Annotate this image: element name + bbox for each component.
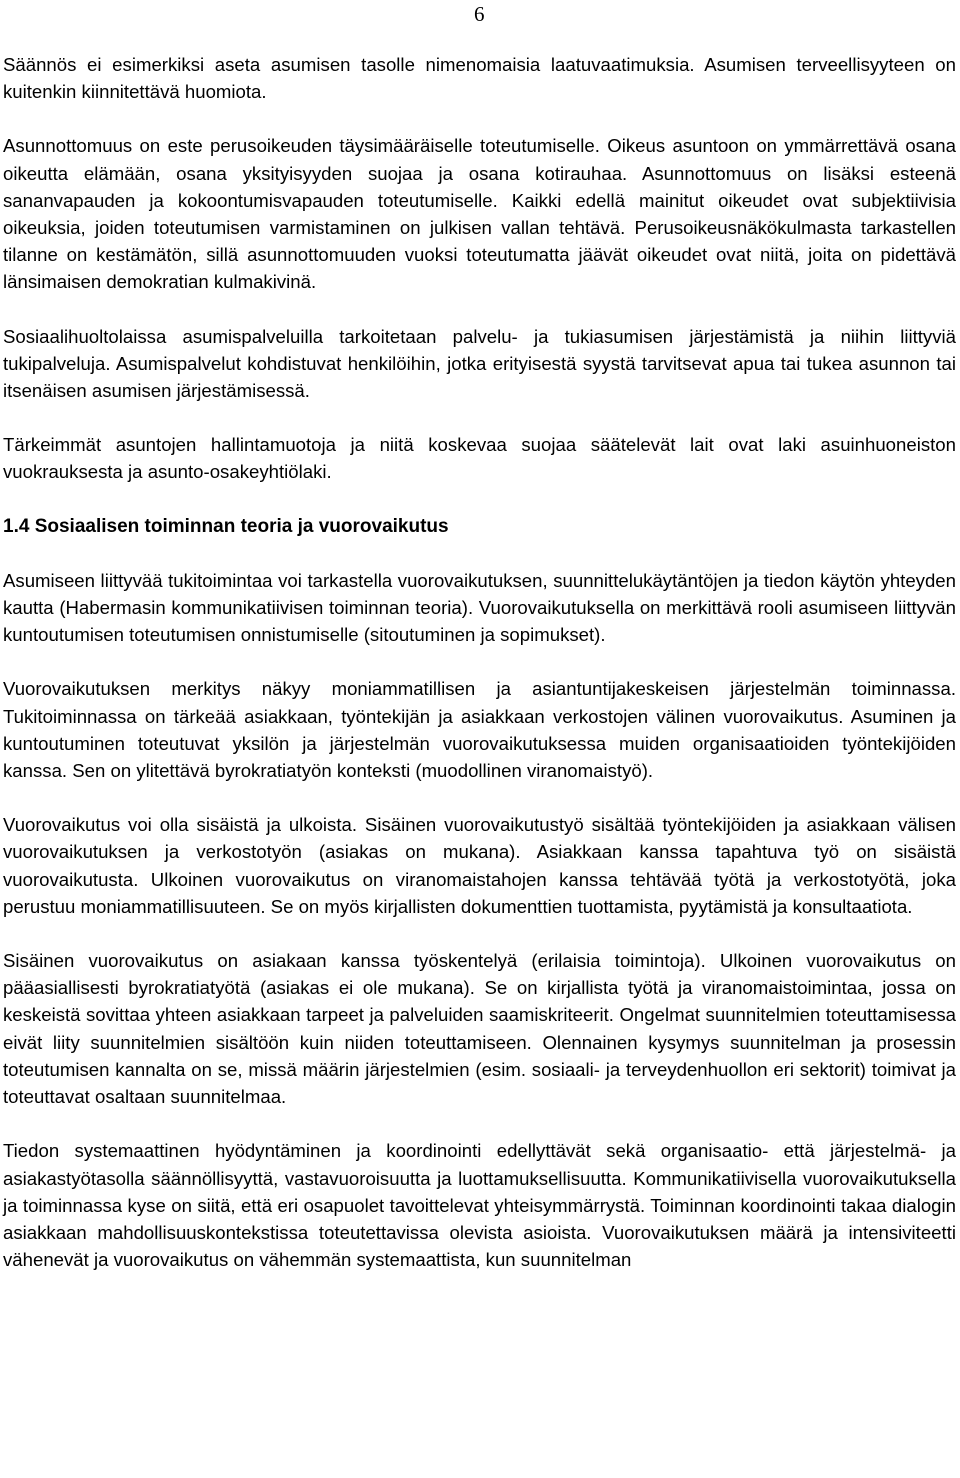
page-number: 6: [474, 2, 485, 26]
paragraph: Sisäinen vuorovaikutus on asiakaan kanssa työskentelyä (erilaisia toimintoja). Ulkoinen vuorovaikutus on pääasiallisesti byrokratiatyötä (asiakas ei ole mukana). Se on kirjallista työtä ja viranomaistoimintaa, jossa on keskeistä sovittaa yhteen asiakkaan tarpeet ja palveluiden saamiskriteerit. Ongelmat suunnitelmien toteuttamisessa eivät liity suunnitelmien sisältöön kuin niiden toteuttamiseen. Olennainen kysymys suunnitelman ja prosessin toteutumisen kannalta on se, missä määrin järjestelmien (esim. sosiaali- ja terveydenhuollon eri sektorit) toimivat ja toteuttavat osaltaan suunnitelmaa.: [3, 950, 956, 1108]
paragraph: Asunnottomuus on este perusoikeuden täysimääräiselle toteutumiselle. Oikeus asuntoon on ymmärrettävä osana oikeutta elämään, osana yksityisyyden suojaa ja osana kotirauhaa. Asunnottomuus on lisäksi esteenä sananvapauden ja kokoontumisvapauden toteutumiselle. Kaikki edellä mainitut oikeudet ovat subjektiivisia oikeuksia, joiden toteutumisen varmistaminen on julkisen vallan tehtävä. Perusoikeusnäkökulmasta tarkastellen tilanne on kestämätön, sillä asunnottomuuden vuoksi toteutumatta jäävät oikeudet ovat niitä, joita on pidettävä länsimaisen demokratian kulmakivinä.: [3, 135, 956, 293]
paragraph: Vuorovaikutus voi olla sisäistä ja ulkoista. Sisäinen vuorovaikutustyö sisältää työntekijöiden ja asiakkaan välisen vuorovaikutuksen ja verkostotyön (asiakas on mukana). Asiakkaan kanssa tapahtuva työ on sisäistä vuorovaikutusta. Ulkoinen vuorovaikutus on viranomaistahojen kanssa tehtävää työtä ja verkostotyötä, joka perustuu moniammatillisuuteen. Se on myös kirjallisten dokumenttien tuottamista, pyytämistä ja konsultaatiota.: [3, 814, 956, 917]
paragraph: Säännös ei esimerkiksi aseta asumisen tasolle nimenomaisia laatuvaatimuksia. Asumisen terveellisyyteen on kuitenkin kiinnitettävä huomiota.: [3, 54, 956, 103]
paragraph: Tärkeimmät asuntojen hallintamuotoja ja niitä koskevaa suojaa säätelevät lait ovat laki asuinhuoneiston vuokrauksesta ja asunto-osakeyhtiölaki.: [3, 434, 956, 483]
document-body: [3, 51, 956, 1300]
section-heading: 1.4 Sosiaalisen toiminnan teoria ja vuorovaikutus: [3, 515, 449, 537]
paragraph: Asumiseen liittyvää tukitoimintaa voi tarkastella vuorovaikutuksen, suunnittelukäytäntöjen ja tiedon käytön yhteyden kautta (Habermasin kommunikatiivisen toiminnan teoria). Vuorovaikutuksella on merkittävä rooli asumiseen liittyvän kuntoutumisen toteutumisen onnistumiselle (sitoutuminen ja sopimukset).: [3, 569, 956, 646]
paragraph: Sosiaalihuoltolaissa asumispalveluilla tarkoitetaan palvelu- ja tukiasumisen järjestämistä ja niihin liittyviä tukipalveluja. Asumispalvelut kohdistuvat henkilöihin, jotka erityisestä syystä tarvitsevat apua tai tukea asunnon tai itsenäisen asumisen järjestämisessä.: [3, 325, 956, 402]
paragraph: Tiedon systemaattinen hyödyntäminen ja koordinointi edellyttävät sekä organisaatio- että järjestelmä- ja asiakastyötasolla säännöllisyyttä, vastavuoroisuutta ja luottamuksellisuutta. Kommunikatiivisella vuorovaikutuksella ja toiminnassa kyse on siitä, että eri osapuolet tavoittelevat yhteisymmärrystä. Toiminnan koordinointi takaa dialogin asiakkaan mahdollisuuskontekstissa toteutettavissa olevista asioista. Vuorovaikutuksen määrä ja intensiviteetti vähenevät ja vuorovaikutus on vähemmän systemaattista, kun suunnitelman: [3, 1140, 956, 1271]
paragraph: Vuorovaikutuksen merkitys näkyy moniammatillisen ja asiantuntijakeskeisen järjestelmän toiminnassa. Tukitoiminnassa on tärkeää asiakkaan, työntekijän ja asiakkaan verkostojen välinen vuorovaikutus. Asuminen ja kuntoutuminen toteutuvat yksilön ja järjestelmän vuorovaikutuksessa muiden organisaatioiden työntekijöiden kanssa. Sen on ylitettävä byrokratiatyön konteksti (muodollinen viranomaistyö).: [3, 678, 956, 782]
